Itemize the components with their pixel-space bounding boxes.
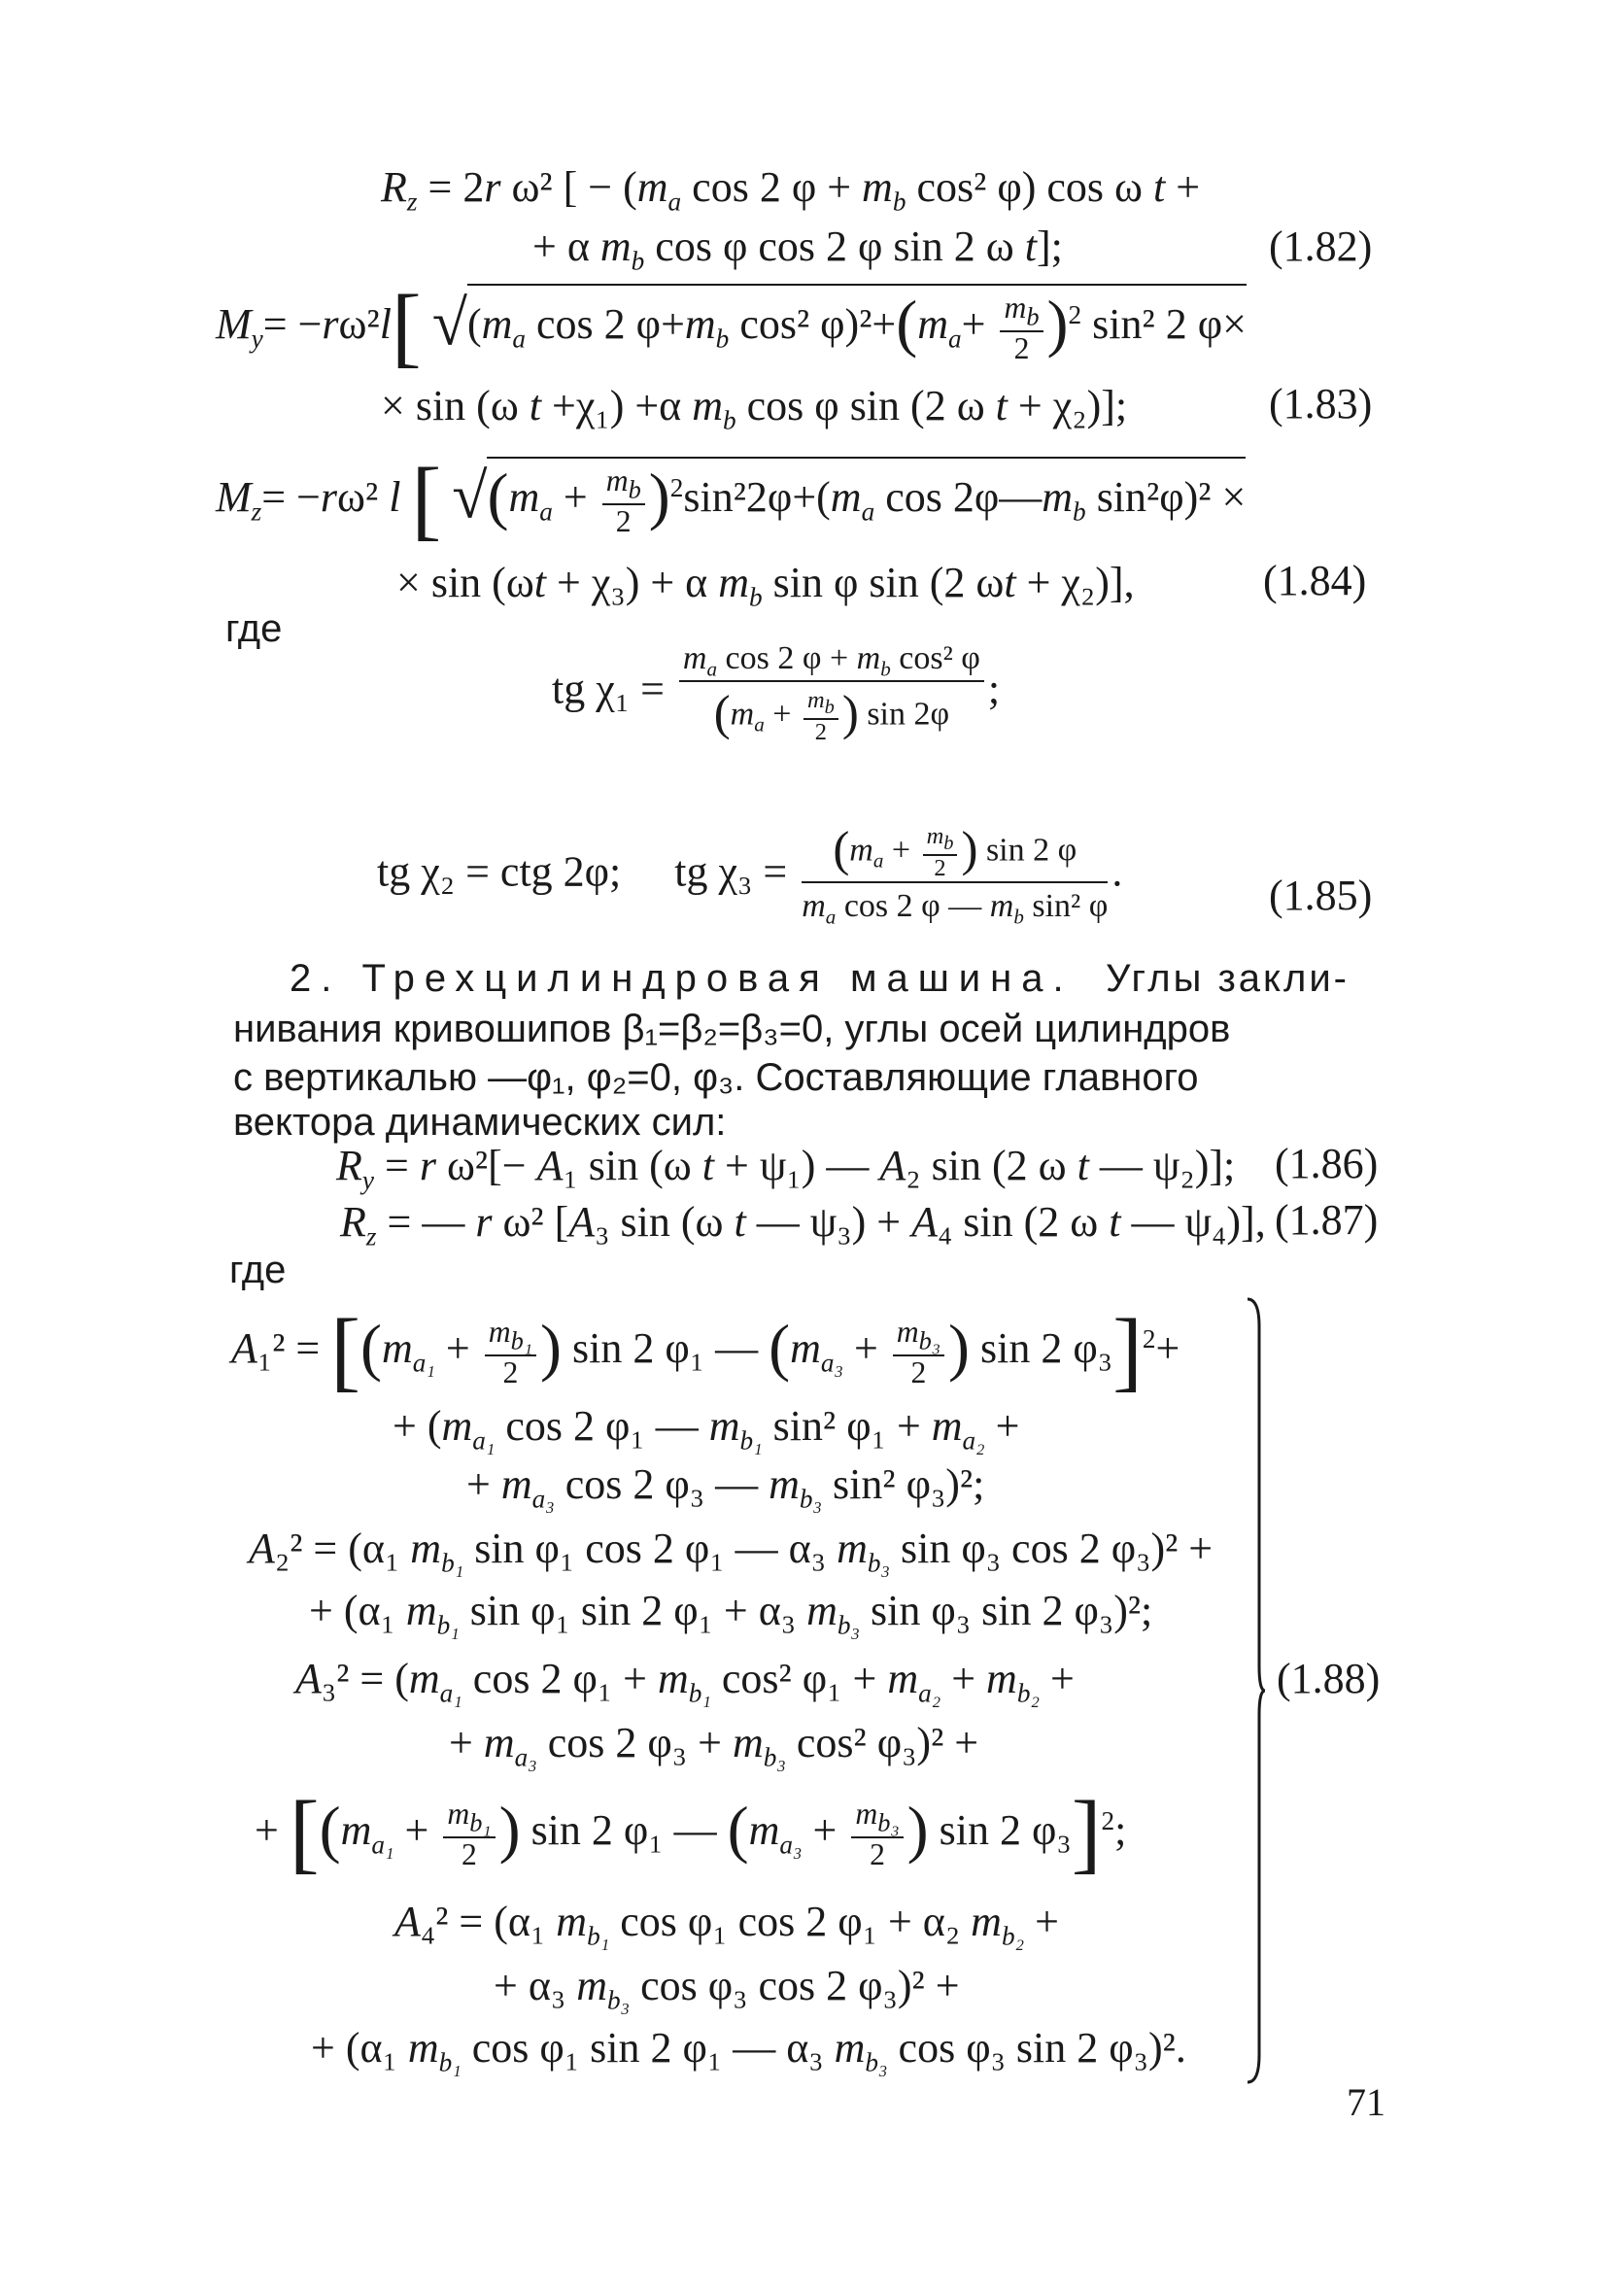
system-brace bbox=[1246, 1297, 1265, 2084]
equation-tg-chi1: tg χ₁ = $m_a$ cos 2 $\varphi + m_b$ cos² φ ($m_a$ + $\frac{m_b}{2}$ ) sin 2φ ; bbox=[552, 640, 1001, 745]
equation-a1-line1: $A_1^2 = [(m_{a_1}$ + $\frac{m_{b_1}}{2}$ ) sin 2 φ₁ — ($m_{a_3}$ + $\frac{m_{b_3}}{2}$ ) sin 2 φ₃]$^2$+ bbox=[231, 1300, 1180, 1400]
equation-1-85: tg χ₂ = ctg 2φ; tg χ₃ = ($m_a$ + $\frac{m_b}{2}$ ) sin 2 φ $m_a$ cos 2 φ — $m_b$ sin² φ . bbox=[377, 822, 1123, 929]
section-line1-rest: Углы закли- bbox=[1105, 957, 1351, 1000]
equation-1-83-line2: × sin (ω t +χ₁) +α $m_b$ cos φ sin (2 ω t + χ₂)]; bbox=[381, 382, 1128, 435]
section-line2: нивания кривошипов β₁=β₂=β₃=0, углы осей цилиндров bbox=[233, 1008, 1231, 1050]
equation-number-1-87: (1.87) bbox=[1275, 1196, 1379, 1244]
equation-a1-line3: + $m_{a_3}$ cos 2 φ₃ — $m_{b_3}$ sin² φ₃)²; bbox=[466, 1460, 985, 1514]
equation-1-83-line1: $M_y= -r\omega^2l$[ $√(m_a$ cos 2 $\varphi+m_b$ cos² $\varphi)^2+(m_a+$ $\frac{m_b}{2}$ )$^2$ sin² 2 φ× bbox=[216, 276, 1247, 376]
equation-number-1-85: (1.85) bbox=[1269, 872, 1373, 919]
word-where-2: где bbox=[229, 1249, 287, 1291]
equation-a3-line2: + $m_{a_3}$ cos 2 $\varphi_3 + m_{b_3}$ cos² φ₃)² + bbox=[449, 1719, 979, 1772]
section-line4: вектора динамических сил: bbox=[233, 1101, 727, 1144]
equation-a3-line3: + [($m_{a_1}$ + $\frac{m_{b_1}}{2}$ ) sin 2 φ₁ — ($m_{a_3}$ + $\frac{m_{b_3}}{2}$ ) sin 2 φ₃]$^2$; bbox=[255, 1782, 1127, 1882]
equation-number-1-84: (1.84) bbox=[1263, 557, 1367, 604]
equation-1-84-line1: $M_z= -r\omega^2$ l [ $√(m_a$ + $\frac{m_b}{2}$ )$^2\sin^22\varphi+(m_a$ $\cos 2\varphi—m_b$ sin²φ)² × bbox=[216, 449, 1247, 549]
equation-number-1-88: (1.88) bbox=[1277, 1655, 1381, 1702]
equation-a3-line1: $A_3^2 = (m_{a_1}$ cos 2 $\varphi_1 + m_{b_1}$ cos² $\varphi_1 + m_{a_2} + m_{b_2}$ + bbox=[295, 1655, 1075, 1708]
equation-1-87: $R_z$ = — r ω² [A₃ sin (ω t — ψ₃) + A₄ sin (2 ω t — ψ₄)], bbox=[340, 1198, 1266, 1251]
equation-1-84-line2: × sin (ωt + χ₃) + α $m_b$ sin φ sin (2 ωt + χ₂)], bbox=[396, 559, 1135, 612]
page-number: 71 bbox=[1347, 2080, 1385, 2124]
equation-number-1-82: (1.82) bbox=[1269, 223, 1373, 270]
equation-a4-line1: A₄² = (α₁ $m_{b_1}$ cos φ₁ cos 2 φ₁ + α₂ $m_{b_2}$ + bbox=[394, 1898, 1059, 1951]
equation-a2-line1: A₂² = (α₁ $m_{b_1}$ sin φ₁ cos 2 φ₁ — α₃ $m_{b_3}$ sin φ₃ cos 2 φ₃)² + bbox=[249, 1525, 1214, 1578]
equation-number-1-83: (1.83) bbox=[1269, 380, 1373, 428]
equation-1-86: $R_y = r$ ω²[− A₁ sin (ω t + ψ₁) — A₂ sin (2 ω t — ψ₂)]; bbox=[336, 1142, 1236, 1195]
section-line3: с вертикалью —φ₁, φ₂=0, φ₃. Составляющие главного bbox=[233, 1056, 1199, 1099]
section-heading-line bbox=[290, 954, 1350, 1004]
equation-number-1-86: (1.86) bbox=[1275, 1140, 1379, 1187]
equation-a4-line2: + α₃ $m_{b_3}$ cos φ₃ cos 2 φ₃)² + bbox=[494, 1962, 960, 2015]
word-where-1: где bbox=[225, 607, 283, 650]
equation-a2-line2: + (α₁ $m_{b_1}$ sin φ₁ sin 2 φ₁ + α₃ $m_{b_3}$ sin φ₃ sin 2 φ₃)²; bbox=[309, 1587, 1153, 1640]
equation-1-82-line1: $R_z = 2r$ ω² [ − ($m_a$ cos 2 $\varphi + m_b$ cos² φ) cos ω t + bbox=[381, 163, 1201, 217]
section-heading: 2. Трехцилиндровая машина. bbox=[290, 957, 1074, 1000]
equation-a4-line3: + (α₁ $m_{b_1}$ cos φ₁ sin 2 φ₁ — α₃ $m_{b_3}$ cos φ₃ sin 2 φ₃)². bbox=[311, 2024, 1186, 2077]
equation-a1-line2: + ($m_{a_1}$ cos 2 φ₁ — $m_{b_1}$ sin² $\varphi_1 + m_{a_2}$ + bbox=[393, 1402, 1020, 1456]
equation-1-82-line2: + α $m_b$ cos φ cos 2 φ sin 2 ω t]; bbox=[532, 223, 1063, 276]
